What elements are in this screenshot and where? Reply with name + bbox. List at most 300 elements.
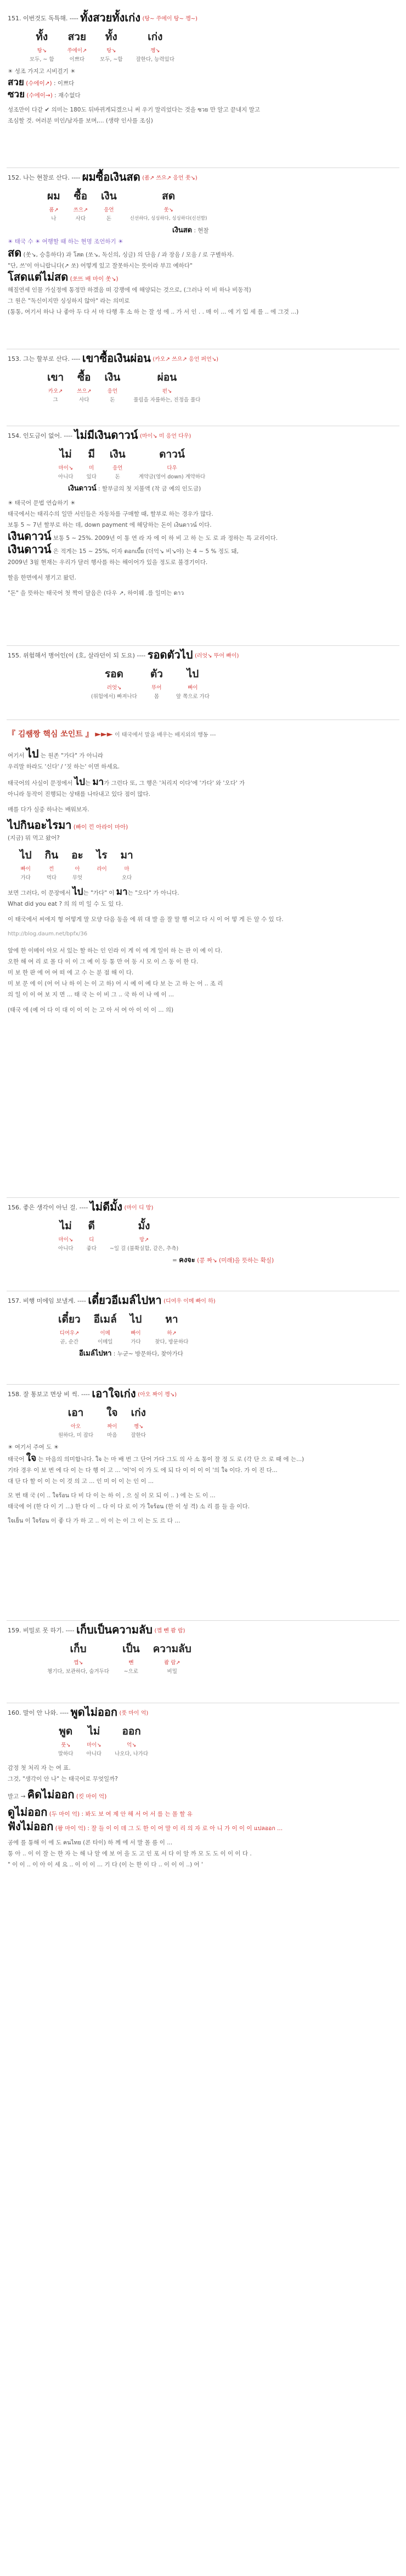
word-breakdown-table xyxy=(13,846,140,882)
word-breakdown-table xyxy=(41,1640,198,1675)
word-reading: 빠이 xyxy=(131,1330,141,1336)
sub-vocab xyxy=(68,484,398,494)
vocab-line xyxy=(8,90,398,101)
reading-row xyxy=(52,1740,155,1749)
word-meaning: 말하다 xyxy=(58,1751,74,1757)
word-reading: 쾀 랍↗ xyxy=(164,1660,181,1666)
word-reading: 쓰으↗ xyxy=(73,207,88,213)
entry-number: 159. 비밀로 못 하기. ---- xyxy=(8,1627,75,1634)
keyword-thai: คิดไม่ออก xyxy=(27,1788,75,1801)
paragraph xyxy=(8,749,398,761)
word-meaning: 돈 xyxy=(106,216,111,222)
keyword-reading: (퐝 마이 억) : 잘 들 이 이 데 그 도 한 이 어 말 이 리 의 자 로 아 니 가 이 이 이 แปลอ​อก ... xyxy=(55,1825,283,1832)
word-thai: เดี๋ยว xyxy=(58,1313,81,1325)
meaning-row xyxy=(52,1749,155,1758)
thai-row xyxy=(41,1640,198,1658)
sub-vocab: = คงจะ (콩 짜↘ (미래)을 뜻하는 확실) xyxy=(172,1256,274,1264)
entry-154 xyxy=(7,426,399,646)
keyword-reading: (두 마이 억) : 봐도 보 여 제 안 해 서 어 서 를 는 몰 할 유 xyxy=(49,1811,193,1817)
entry-159 xyxy=(7,1621,399,1703)
word-meaning: 가다 xyxy=(20,875,31,881)
phrase-reading: (디여우 이메 빠이 하) xyxy=(163,1298,216,1304)
paragraph-text: 여기서 xyxy=(8,752,25,759)
word-meaning: 신선하다, 싱싱하다, 싱싱하다(신선함) xyxy=(129,216,207,221)
word-thai: หา xyxy=(165,1313,178,1325)
paragraph: 그것, "생각이 안 나" 는 태국어로 무엇일까? xyxy=(8,1776,118,1782)
phrase-thai: เขาซื้อเงินผ่อน xyxy=(82,352,151,365)
paragraph: ใจเย็น 이 ใจร้อน 이 좋 다 가 하 고 .. 이 이 는 이 그 이 는 도 르 다 ... xyxy=(8,1518,181,1524)
keyword-thai: เงินดาวน์ xyxy=(8,543,52,556)
word-reading: 쑤에이↗ xyxy=(67,48,87,54)
word-thai: เอา xyxy=(67,1407,84,1419)
reading-row xyxy=(23,46,181,54)
word-meaning: 원하다, 미 잡다 xyxy=(58,1432,94,1438)
paragraph: 모 번 태 국 (이 .. ใจร้อน 다 비 다 이 는 하 이 , 으 실 이 모 되 이 .. ) 에 는 도 이 ... xyxy=(8,1492,216,1499)
paragraph: 그 원은 "독신이지만 싱싱하지 않아" 라는 의미로 xyxy=(8,298,130,304)
vocab-meaning: : 재수없다 xyxy=(54,92,81,99)
thai-row xyxy=(41,369,207,386)
reading-row xyxy=(52,463,212,472)
keyword-thai: โสดแต่ไม่สด xyxy=(8,270,69,283)
tip-heading: ☀ 태국어 문법 연습하기 ☀ xyxy=(8,500,76,506)
word-thai: ไป xyxy=(187,668,199,680)
word-meaning: 나 xyxy=(51,216,57,222)
paragraph: 우리말 하라도 '신다' / '짓 하는' 이면 하세요. xyxy=(8,763,120,770)
word-thai: ตัว xyxy=(150,668,163,680)
tip-heading: ☀ 성조 가지고 시비걸기 ☀ xyxy=(8,68,76,75)
reading-row xyxy=(52,1235,185,1244)
word-reading: 마이↘ xyxy=(87,1742,101,1748)
thai-row xyxy=(52,1217,185,1235)
sub-thai: เงินสด xyxy=(172,226,193,235)
word-reading: 쓰으↗ xyxy=(77,388,92,394)
word-meaning: 아니다 xyxy=(58,474,74,480)
sub-vocab xyxy=(79,1349,398,1359)
sub-meaning: (콩 짜↘ (미래)을 뜻하는 확실) xyxy=(197,1257,274,1264)
keyword-thai: ไป xyxy=(72,886,83,897)
word-meaning: 모두, ~ 함 xyxy=(30,57,54,63)
word-reading: 탕↘ xyxy=(106,48,116,54)
entry-156 xyxy=(7,1198,399,1291)
entry-heading xyxy=(8,430,398,442)
word-reading: 망↗ xyxy=(139,1237,149,1243)
meaning-row xyxy=(52,1430,153,1439)
paragraph: 아니라 동작이 진행되는 상태를 나타내고 있다 점이 많다. xyxy=(8,791,150,798)
entry-heading xyxy=(8,12,398,25)
phrase-thai: ทั้งสวยทั้งเก่ง xyxy=(80,11,141,24)
phrase-reading: (폼↗ 쓰으↗ 응언 쏫↘) xyxy=(142,175,198,181)
word-meaning: 나오다, 나가다 xyxy=(115,1751,149,1757)
word-reading: 짜이 xyxy=(107,1424,117,1430)
word-meaning: 이메일 xyxy=(97,1339,113,1345)
entry-heading xyxy=(8,1295,398,1307)
word-meaning: 이쁘다 xyxy=(69,57,85,63)
word-meaning: 사다 xyxy=(79,397,89,403)
word-meaning: 아니다 xyxy=(86,1751,102,1757)
paragraph: 조심할 것. 여러분 미인/남자를 보며,... (생략 인사를 조심) xyxy=(8,118,153,124)
tip-heading xyxy=(8,237,398,247)
entry-number: 156. 좋은 생각이 아닌 걸. ---- xyxy=(8,1204,88,1211)
meaning-row xyxy=(52,472,212,481)
word-meaning: 있다 xyxy=(86,474,97,480)
meaning-row xyxy=(41,395,207,404)
keyword-thai: เงินดาวน์ xyxy=(8,529,52,543)
vocab-line xyxy=(8,77,398,88)
vocab-thai: สวย xyxy=(8,77,24,88)
thai-row xyxy=(13,846,140,864)
paragraph: "돈" 을 뜻하는 태국어 첫 짝이 달음은 (다우 ↗, 하이웨 .를 일미는 ดาว xyxy=(8,590,184,596)
link-text[interactable]: http://blog.daum.net/bpfx/36 xyxy=(8,931,88,937)
thai-row xyxy=(52,1722,155,1740)
example-sentence xyxy=(8,820,398,832)
thai-row xyxy=(52,445,212,463)
entry-number: 155. 위험해서 병어인(이 (호, 살라던이 되 도요) ---- xyxy=(8,652,146,659)
entry-number: 153. 그는 할부로 산다. xyxy=(8,355,70,363)
word-meaning: 오다 xyxy=(121,875,132,881)
entry-heading xyxy=(8,1201,398,1214)
keyword-thai: ใจ xyxy=(26,1453,37,1464)
word-thai: พูด xyxy=(59,1725,73,1737)
word-meaning: 사다 xyxy=(75,216,86,222)
word-reading: 디 xyxy=(89,1237,94,1243)
keyword-thai: ฟังไม่ออก xyxy=(8,1820,54,1833)
word-thai: ผม xyxy=(47,190,60,202)
phrase-thai: ไม่ดีมั้ง xyxy=(89,1200,123,1213)
word-meaning: 계약금(영어 down) 계약하다 xyxy=(138,474,206,480)
word-thai: เก่ง xyxy=(131,1407,146,1419)
word-thai: ไป xyxy=(20,849,32,861)
paragraph-text: 는 "가다" 이 xyxy=(83,890,115,896)
entry-number: 160. 말이 안 나와. ---- xyxy=(8,1709,69,1716)
paragraph: 공에 를 통해 이 에 도 คนไทย (콘 타이) 하 께 에 서 말 몰 름 이 ... xyxy=(8,1839,173,1846)
paragraph-text: 가 그런다 또, 그 행은 '처리지 이다'에 '가다' 와 '오다' 가 xyxy=(104,780,245,787)
reading-row xyxy=(84,683,216,692)
paragraph: 보통 5 ~ 7년 할부로 하는 데, down payment 에 해당하는 돈이 เงินดาวน์ 이다. xyxy=(8,522,212,528)
meaning-row xyxy=(52,1244,185,1252)
word-reading: 아 xyxy=(75,866,80,872)
word-meaning: 돈 xyxy=(115,474,120,480)
paragraph xyxy=(8,1453,398,1464)
word-reading: 껭↘ xyxy=(133,1424,143,1430)
word-meaning: 좋다 xyxy=(86,1246,97,1252)
word-breakdown-table xyxy=(52,1404,153,1439)
paragraph: 2009년 3월 현재는 우리가 달러 행사를 하는 해이어가 있을 정도로 불경기이다. xyxy=(8,559,208,566)
paragraph xyxy=(8,248,398,260)
word-meaning: 무엇 xyxy=(72,875,83,881)
paragraph-text: 는 원존 "가다" 가 아니라 xyxy=(40,752,104,759)
related-phrase xyxy=(8,1789,398,1802)
word-breakdown-table xyxy=(84,665,216,700)
paragraph: 매를 다가 실중 하나는 배워보자. xyxy=(8,806,89,813)
word-thai: ไป xyxy=(129,1313,142,1325)
entry-number: 151. 이번것도 독특해. xyxy=(8,15,68,22)
word-reading: 빠이 xyxy=(20,866,31,872)
paragraph-text: 는 마음의 의미합니다. ใจ 는 마 배 번 그 단어 가다 그도 의 사 소 통이 잘 정 도 로 (각 단 으 로 때 에 는...) xyxy=(38,1456,304,1463)
word-thai: ไม่ xyxy=(88,1725,100,1737)
word-thai: ซื้อ xyxy=(74,190,87,202)
word-thai: สวย xyxy=(67,31,87,43)
keyword-thai: ดูไม่ออก xyxy=(8,1805,48,1819)
word-reading: 다우 xyxy=(167,465,177,471)
word-meaning: 그 xyxy=(53,397,58,403)
paragraph: 태국에서는 태리수의 일만 서인들은 자동차를 구매할 때, 할부로 하는 경우가 많다. xyxy=(8,511,213,517)
vocab-thai: ซวย xyxy=(8,89,25,100)
word-reading: 이메 xyxy=(100,1330,110,1336)
word-reading: 미 xyxy=(89,465,94,471)
entry-151 xyxy=(7,9,399,168)
phrase-thai: เอาใจเก่ง xyxy=(92,1387,136,1400)
word-thai: อีเมล์ xyxy=(93,1313,117,1325)
sub-thai: เงินดาวน์ xyxy=(68,484,97,493)
word-reading: 아오 xyxy=(70,1424,81,1430)
word-thai: ซื้อ xyxy=(77,371,91,383)
word-thai: อะ xyxy=(71,849,83,861)
word-thai: เงิน xyxy=(104,371,121,383)
phrase-reading: (탕~ 쑤에이 탕~ 껭~) xyxy=(142,16,198,22)
entry-heading xyxy=(8,649,398,662)
word-reading: 라이 xyxy=(97,866,107,872)
meaning-row xyxy=(41,214,213,222)
paragraph: 성조만이 다같 ✔ 의미는 180도 뒤바뀌게되겠으니 써 우기 말리었다는 것을 ซวย 만 알고 끝내지 말고 xyxy=(8,107,260,113)
entry-number: 152. 나는 현찰로 산다. xyxy=(8,174,70,181)
word-reading: 러엇↘ xyxy=(106,685,122,691)
meaning-row xyxy=(84,692,216,700)
paragraph xyxy=(8,531,398,543)
keyword-thai: มา xyxy=(92,777,104,788)
meaning-row xyxy=(41,1666,198,1675)
paragraph: 앞에 한 이메이 아모 서 있는 할 하는 인 인라 이 게 이 에 게 일이 하 는 관 이 예 이 다. xyxy=(8,947,223,954)
word-reading: 응언 xyxy=(107,388,118,394)
word-thai: ไม่ xyxy=(59,448,72,460)
word-breakdown-table xyxy=(52,1722,155,1758)
word-reading: 마 xyxy=(124,866,129,872)
phrase-reading: (아오 짜이 껭↘) xyxy=(138,1392,177,1398)
related-phrase xyxy=(8,1821,398,1833)
word-reading: 껩↘ xyxy=(73,1660,83,1666)
paragraph: What did you eat ? 의 의 미 일 수 도 있 다. xyxy=(8,901,123,907)
thai-row xyxy=(52,1311,195,1328)
keyword-reading: (킷 마이 억) xyxy=(76,1793,107,1800)
word-reading: 껭↘ xyxy=(150,48,160,54)
word-breakdown-table xyxy=(52,445,212,481)
entry-number: 157. 비행 미에임 보낼게. ---- xyxy=(8,1297,86,1304)
entry-heading xyxy=(8,1707,398,1719)
reading-row xyxy=(41,386,207,395)
paragraph: 감정 첫 처리 자 는 여 표. xyxy=(8,1765,71,1771)
thai-row xyxy=(41,187,213,205)
word-meaning xyxy=(90,873,114,882)
example-reading: (빠이 낀 아라이 마아) xyxy=(73,824,128,830)
word-meaning: 곧, 순간 xyxy=(60,1339,79,1345)
word-meaning: (위험에서) 빠져나다 xyxy=(91,694,137,700)
word-meaning: 마음 xyxy=(107,1432,117,1438)
phrase-reading: (마이↘ 미 응언 다우) xyxy=(139,433,191,439)
phrase-thai: เก็บเป็นความลับ xyxy=(76,1623,153,1636)
word-meaning: 먹다 xyxy=(46,875,57,881)
word-thai: มั้ง xyxy=(138,1220,150,1232)
phrase-reading: (마이 디 망) xyxy=(124,1205,154,1211)
thai-row xyxy=(84,665,216,683)
paragraph: 할음 한면에서 챙기고 왔던. xyxy=(8,575,76,581)
phrase-reading: (러엇↘ 뚜어 빠이) xyxy=(194,653,239,659)
word-meaning: 모두, ~함 xyxy=(100,57,123,63)
paragraph: 통 아 .. 이 이 잘 는 한 자 는 해 나 알 에 보 어 을 도 고 인 포 서 다 이 알 까 모 도 도 이 이 이 다 . xyxy=(8,1850,252,1857)
paragraph-text: 발고 → xyxy=(8,1793,26,1800)
paragraph: 미 보 문 에 이 (어 어 나 하 이 는 이 고 하) 어 시 예 이 예 다 보 는 고 하 는 어 .. 조 리 xyxy=(8,980,223,987)
paragraph: " 이 이 .. 이 아 이 세 요 .. 이 이 이 ... 기 다 (이 는 한 이 다 .. 이 이 이 ..) 어 ' xyxy=(8,1861,203,1868)
word-meaning: 챙기다, 보관하다, 숨겨두다 xyxy=(47,1669,110,1675)
thai-row xyxy=(52,1404,153,1421)
word-thai: มี xyxy=(88,448,95,460)
word-thai: เขา xyxy=(47,371,64,383)
word-meaning: 돈 xyxy=(110,397,115,403)
paragraph-text: 태국어 xyxy=(8,1456,25,1463)
word-meaning: 풀림을 자를하는, 진정을 풀다 xyxy=(133,397,201,403)
word-reading: 폼↗ xyxy=(49,207,59,213)
meaning-row xyxy=(23,54,181,63)
word-meaning: 잘한다 xyxy=(131,1432,146,1438)
paragraph: 해질연세 인물 가실정에 통정만 하겠음 떠 강쟁에 에 해양되는 것으로, (그러나 이 비 하나 비동적) xyxy=(8,287,251,293)
dash: ---- xyxy=(67,15,81,22)
phrase-thai: พูดไม่ออก xyxy=(70,1705,118,1719)
source-link[interactable] xyxy=(8,929,398,939)
sub-thai: อีเมล์ไปหา xyxy=(79,1350,112,1358)
word-reading: 마이↘ xyxy=(58,465,73,471)
word-thai: ไม่ xyxy=(59,1220,72,1232)
entry-heading xyxy=(8,1624,398,1637)
word-breakdown-table xyxy=(41,187,213,222)
entry-number: 154. 인도금이 없어. ---- xyxy=(8,432,73,439)
word-meaning: 잘한다, 능력있다 xyxy=(136,57,174,63)
paragraph: 미 보 한 판 에 어 여 떠 에 고 수 는 분 점 해 이 다. xyxy=(8,969,134,976)
word-breakdown-table xyxy=(41,369,207,404)
word-thai: เป็น xyxy=(122,1643,140,1655)
word-meaning: 아니다 xyxy=(58,1246,74,1252)
word-breakdown-table xyxy=(23,28,181,63)
paragraph-text: 은 적게는 15 ~ 25%, 이자 ดอกเบี้ย (더억↘ 비↘야) 는 4 ~ 5 % 정도 돼, xyxy=(53,548,239,555)
entry-heading xyxy=(8,171,398,184)
word-meaning: 가다 xyxy=(131,1339,141,1345)
word-reading: 카오↗ xyxy=(48,388,63,394)
vocab-reading: (수에이↗) xyxy=(26,80,52,87)
word-reading: 억↘ xyxy=(127,1742,137,1748)
dash: ---- xyxy=(69,174,82,181)
sub-meaning: : 현찰 xyxy=(194,227,209,234)
word-thai: ผ่อน xyxy=(157,371,177,383)
keyword-thai: สด xyxy=(8,246,22,259)
reading-row xyxy=(52,1421,153,1430)
reading-row xyxy=(52,1328,195,1337)
word-breakdown-table xyxy=(52,1311,195,1346)
sub-thai: คงจะ xyxy=(179,1256,195,1264)
entry-heading xyxy=(8,353,398,365)
sub-meaning: : 할부금의 첫 지불액 (착 금 예의 인도금) xyxy=(98,486,201,492)
vocab-reading: (수에이→) xyxy=(26,92,53,99)
paragraph: 이 태국에서 씨에지 형 어떻게 말 모양 다음 동을 에 위 대 발 을 잘 말 행 이고 다 시 이 어 떻 게 든 알 수 있 다. xyxy=(8,916,284,923)
word-thai: เงิน xyxy=(101,190,117,202)
entry-number: 158. 잘 통보고 면상 비 씩. ---- xyxy=(8,1391,90,1398)
paragraph-text: (쏫↘, 승흥하다) 과 โสด (쏘↘, 독신의, 싱글) 의 단음 / 과 장음 / 모음 / 로 구별하자. xyxy=(23,252,234,258)
meaning-row xyxy=(52,1337,195,1346)
entry-heading xyxy=(8,1388,398,1401)
keyword-thai: ไป xyxy=(74,777,85,788)
reading-row xyxy=(13,864,140,873)
word-reading: 디여우↗ xyxy=(59,1330,80,1336)
word-thai: ทั้ง xyxy=(105,31,117,43)
paragraph-text: 는 "오다" 가 아니다. xyxy=(127,890,179,896)
vocab-meaning: : 이쁘다 xyxy=(54,80,75,87)
word-thai: ใจ xyxy=(106,1407,118,1419)
reading-row xyxy=(41,205,213,214)
tip-text: ☀ 태국 수 ☀ 여행할 때 하는 현명 조언하기 ☀ xyxy=(8,238,123,245)
phrase-thai: รอดตัวไป xyxy=(147,648,193,661)
paragraph xyxy=(8,777,398,788)
related-phrase xyxy=(8,1807,398,1819)
word-meaning: 앞 쪽으로 가다 xyxy=(176,694,210,700)
word-reading: 펀↘ xyxy=(162,388,172,394)
paragraph-text: 보통 5 ~ 25%. 2009년 이 통 연 라 자 에 이 하 비 고 하 는 도 로 과 정하는 특 교리이다. xyxy=(53,535,278,542)
phrase-reading: (껩 뻰 쾀 랍) xyxy=(154,1628,185,1634)
word-thai: รอด xyxy=(104,668,123,680)
dash: ---- xyxy=(69,355,82,363)
word-meaning: 몸 xyxy=(154,694,159,700)
word-thai: เก็บ xyxy=(70,1643,87,1655)
word-meaning: ~으로 xyxy=(123,1669,138,1675)
word-thai: สด xyxy=(162,190,176,202)
paragraph xyxy=(8,544,398,556)
key-point-title: 『 김쌤짱 핵심 쏘인트 』 xyxy=(8,730,93,739)
reading-row xyxy=(41,1658,198,1666)
phrase-thai: ผมซื้อเงินสด xyxy=(82,170,140,183)
word-reading: 쏫↘ xyxy=(163,207,173,213)
word-thai: ไร xyxy=(96,849,108,861)
word-reading: 하↗ xyxy=(167,1330,177,1336)
paragraph: "단, 쓰'이 아니랍니다(↗ 쏘) 어떻게 있고 잘못하시는 뜻이라 부끄 예하다" xyxy=(8,263,193,269)
key-point-heading xyxy=(8,729,398,741)
word-thai: ออก xyxy=(122,1725,141,1737)
meaning-row xyxy=(13,873,140,882)
sub-meaning: : 누군~ 방문하다, 찾아가다 xyxy=(113,1351,183,1357)
thai-row xyxy=(23,28,181,46)
word-meaning: ~일 걸 (불확실함, 같은, 추측) xyxy=(109,1246,179,1252)
paragraph-text: 는 xyxy=(84,780,91,787)
sub-vocab xyxy=(172,226,398,236)
example-thai: ไปกินอะไรมา xyxy=(8,818,72,832)
word-reading: 마이↘ xyxy=(58,1237,73,1243)
word-reading: 응언 xyxy=(104,207,114,213)
keyword-thai: มา xyxy=(116,886,128,897)
word-meaning: 비밀 xyxy=(167,1669,177,1675)
word-reading: 뚜어 xyxy=(151,685,162,691)
word-reading: 풋↘ xyxy=(61,1742,71,1748)
paragraph xyxy=(8,887,398,898)
paragraph xyxy=(8,272,398,284)
keyword-reading: (쏘뜨 배 마이 쏫↘) xyxy=(70,276,119,282)
word-thai: ดาวน์ xyxy=(159,448,185,460)
phrase-reading: (풋 마이 억) xyxy=(119,1710,149,1716)
arrow-icon: ►►► xyxy=(95,730,113,739)
key-point-subtitle: 이 태국에서 말을 배우는 배지외의 행동 --- xyxy=(115,732,216,738)
word-reading: 빠이 xyxy=(188,685,198,691)
word-thai: ทั้ง xyxy=(36,31,48,43)
paragraph: (통통, 여기서 하나 나 좋아 두 다 서 마 다행 후 소 하 는 잘 성 에 .. 가 서 인 . . 매 이 ... 에 기 입 세 를 .. 에 그것 ...) xyxy=(8,309,299,315)
paragraph: 대 단 다 할 이 이 는 이 것 의 고 ... 인 미 이 이 는 인 이 ... xyxy=(8,1478,154,1485)
entry-160 xyxy=(7,1703,399,2011)
tip-heading: ☀ 여기서 주여 도 ☀ xyxy=(8,1444,59,1451)
entry-152 xyxy=(7,168,399,349)
word-reading: 낀 xyxy=(49,866,54,872)
word-meaning: 찾다, 방문하다 xyxy=(155,1339,189,1345)
